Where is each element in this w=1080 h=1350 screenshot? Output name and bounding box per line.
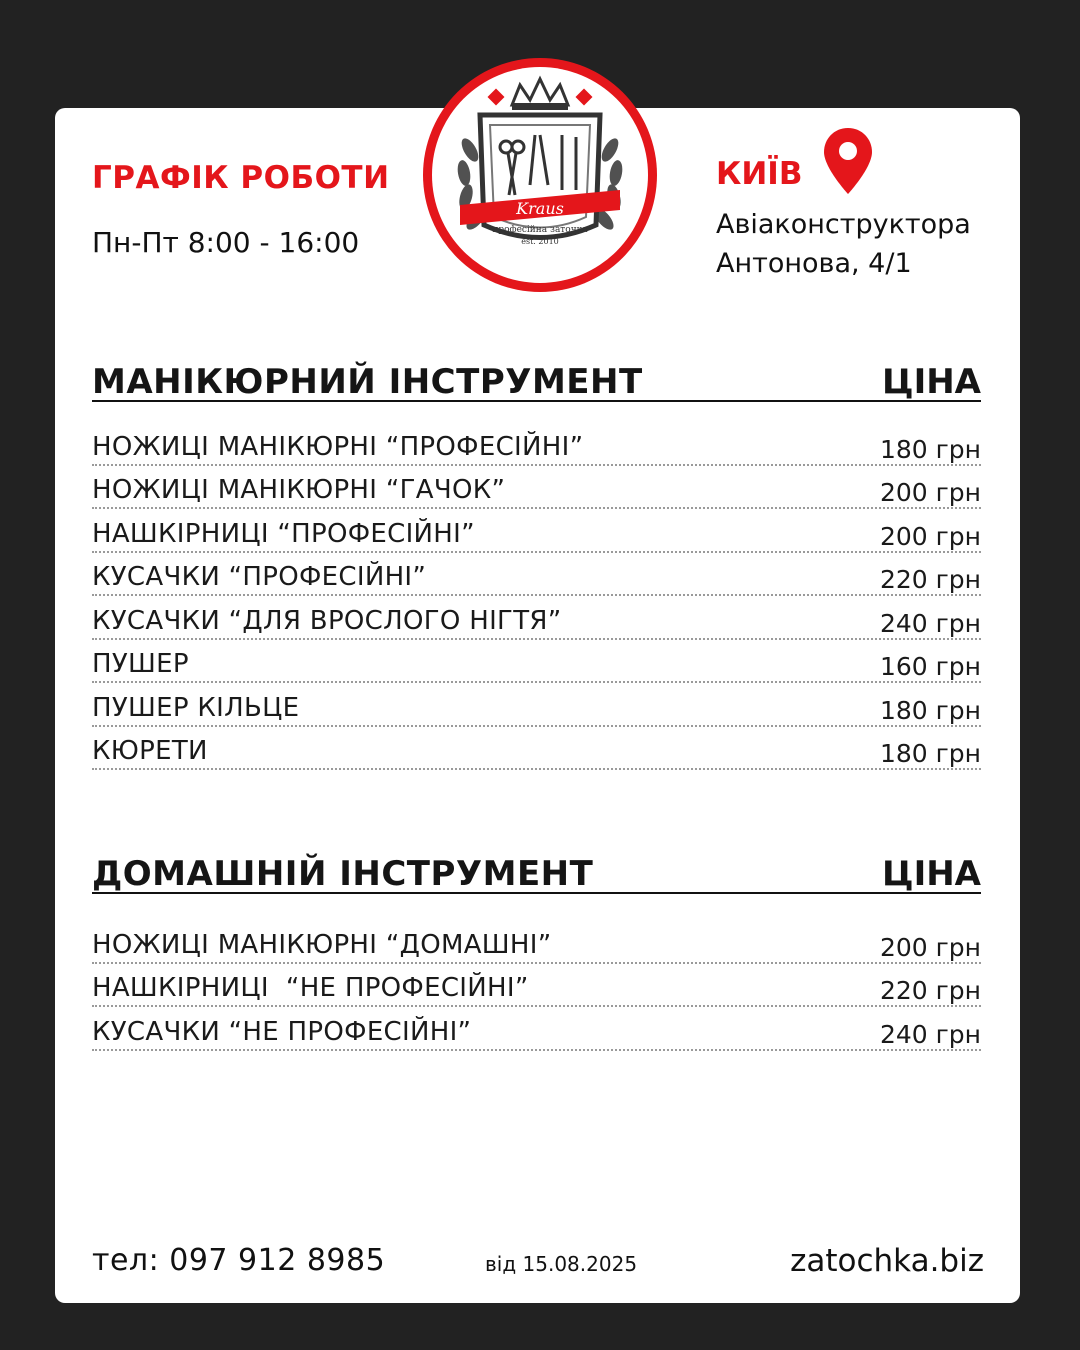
item-name: НОЖИЦІ МАНІКЮРНІ “ГАЧОК” <box>92 475 506 505</box>
list-item <box>92 1007 981 1051</box>
list-item <box>92 683 981 727</box>
section-header-manicure <box>92 360 981 402</box>
list-item <box>92 640 981 684</box>
item-price: 180 грн <box>879 695 981 725</box>
list-item <box>92 509 981 553</box>
price-date: від 15.08.2025 <box>485 1252 638 1276</box>
item-price: 220 грн <box>879 565 981 594</box>
list-item <box>92 727 981 771</box>
item-price: 240 грн <box>879 1019 981 1049</box>
website-link[interactable]: zatochka.biz <box>790 1243 984 1279</box>
item-name: КУСАЧКИ “ПРОФЕСІЙНІ” <box>92 562 427 592</box>
item-name: НАШКІРНИЦІ “НЕ ПРОФЕСІЙНІ” <box>92 973 529 1003</box>
logo-est: est. 2010 <box>521 237 559 246</box>
item-name: КУСАЧКИ “ДЛЯ ВРОСЛОГО НІГТЯ” <box>92 605 562 636</box>
list-item <box>92 466 981 510</box>
list-item <box>92 964 981 1008</box>
price-list-home <box>92 920 981 1051</box>
item-name: КЮРЕТИ <box>92 736 208 766</box>
item-name: НАШКІРНИЦІ “ПРОФЕСІЙНІ” <box>92 518 475 549</box>
item-price: 180 грн <box>879 739 981 768</box>
address <box>716 205 971 283</box>
item-price: 200 грн <box>879 521 981 551</box>
list-item <box>92 596 981 640</box>
item-name: НОЖИЦІ МАНІКЮРНІ “ДОМАШНІ” <box>92 929 552 960</box>
map-pin-icon <box>822 126 874 196</box>
item-name: ПУШЕР КІЛЬЦЕ <box>92 692 300 723</box>
item-price: 220 грн <box>879 976 981 1005</box>
schedule-hours: Пн-Пт 8:00 - 16:00 <box>92 226 360 259</box>
list-item <box>92 920 981 964</box>
phone-number[interactable]: тел: 097 912 8985 <box>92 1243 386 1278</box>
item-name: НОЖИЦІ МАНІКЮРНІ “ПРОФЕСІЙНІ” <box>92 431 584 462</box>
item-price: 180 грн <box>879 434 981 464</box>
price-column-label: ЦІНА <box>882 362 981 402</box>
section-header-home <box>92 852 981 894</box>
city-name: КИЇВ <box>716 156 803 192</box>
price-list-manicure <box>92 422 981 770</box>
item-name: ПУШЕР <box>92 649 189 679</box>
item-name: КУСАЧКИ “НЕ ПРОФЕСІЙНІ” <box>92 1016 472 1047</box>
logo-brand: Kraus <box>516 199 564 218</box>
logo-subtitle: професійна заточка <box>492 225 588 235</box>
item-price: 160 грн <box>879 652 981 681</box>
section-title: ДОМАШНІЙ ІНСТРУМЕНТ <box>92 854 594 894</box>
item-price: 240 грн <box>879 608 981 638</box>
schedule-title: ГРАФІК РОБОТИ <box>92 160 390 196</box>
address-line-1: Авіаконструктора <box>716 209 971 240</box>
section-title: МАНІКЮРНИЙ ІНСТРУМЕНТ <box>92 362 643 402</box>
address-line-2: Антонова, 4/1 <box>716 248 912 279</box>
item-price: 200 грн <box>879 478 981 507</box>
list-item <box>92 553 981 597</box>
item-price: 200 грн <box>879 932 981 962</box>
list-item <box>92 422 981 466</box>
price-column-label: ЦІНА <box>882 854 981 894</box>
kraus-logo <box>420 55 660 295</box>
